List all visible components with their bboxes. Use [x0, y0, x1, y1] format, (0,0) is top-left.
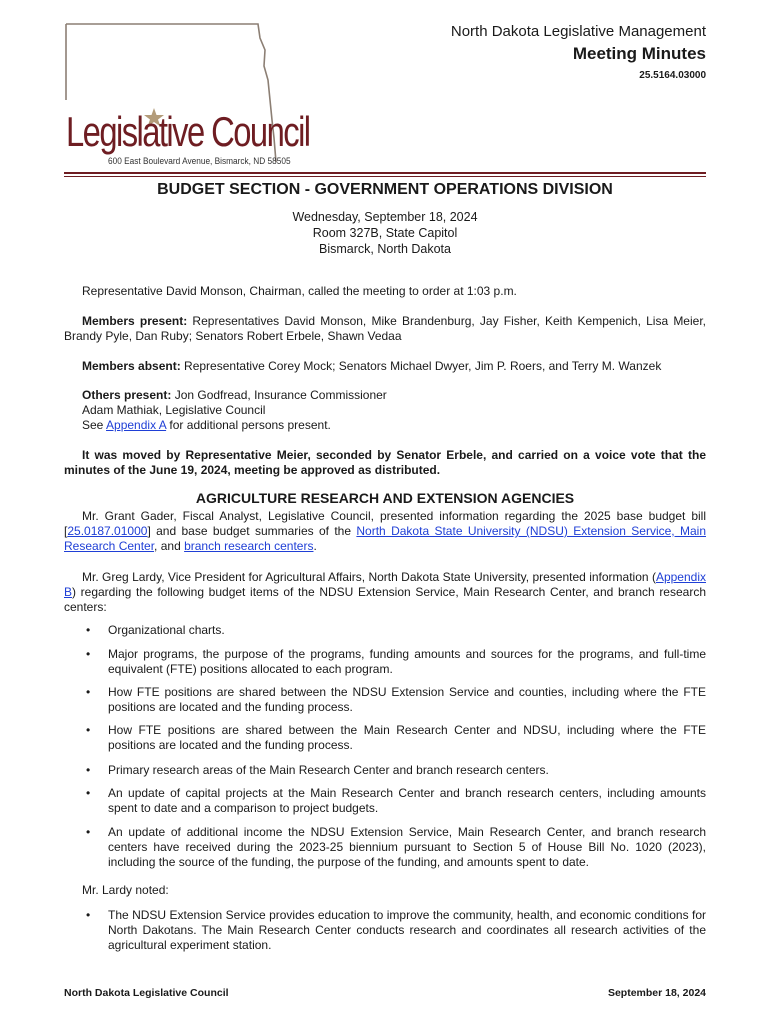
- gader-text-4: .: [313, 539, 317, 553]
- members-present-text: Representatives David Monson, Mike Brandenburg, Jay Fisher, Keith Kempenich, Lisa Meier, Brandy Pyle, Dan Ruby; Senators Robert Erbele, Shawn Vedaa: [64, 314, 706, 343]
- branch-research-link[interactable]: branch research centers: [184, 539, 314, 553]
- lardy-noted: Mr. Lardy noted:: [82, 883, 169, 897]
- footer-date: September 18, 2024: [607, 987, 706, 999]
- appendix-b-link[interactable]: Appendix B: [64, 570, 706, 599]
- budget-bill-link[interactable]: 25.0187.01000: [67, 524, 148, 538]
- list-item: How FTE positions are shared between the Main Research Center and NDSU, including where the FTE positions are located and the funding process.: [108, 723, 706, 752]
- gader-text-2: ] and base budget summaries of the: [147, 524, 357, 538]
- see-text: See: [82, 418, 107, 432]
- list-item: How FTE positions are shared between the NDSU Extension Service and counties, including where the FTE positions are located and the funding process.: [108, 685, 706, 714]
- list-item: Primary research areas of the Main Research Center and branch research centers.: [108, 763, 549, 777]
- meeting-date: Wednesday, September 18, 2024: [292, 210, 478, 224]
- bullet: •: [86, 786, 91, 800]
- others-present-label: Others present:: [82, 388, 172, 402]
- bullet: •: [86, 723, 91, 737]
- gader-paragraph: [64, 509, 706, 554]
- motion-text: It was moved by Representative Meier, seconded by Senator Erbele, and carried on a voice vote that the minutes of the June 19, 2024, meeting be approved as distributed.: [64, 448, 706, 477]
- bullet: •: [86, 825, 91, 839]
- header-rule: [64, 172, 706, 174]
- header-org: North Dakota Legislative Management: [450, 23, 706, 40]
- members-present: [64, 314, 706, 344]
- members-absent: [64, 359, 706, 374]
- list-item: Major programs, the purpose of the programs, funding amounts and sources for the programs, and full-time equivalent (FTE) positions allocated to each program.: [108, 647, 706, 676]
- bullet: •: [86, 763, 91, 777]
- bullet: •: [86, 623, 91, 637]
- members-absent-text: Representative Corey Mock; Senators Michael Dwyer, Jim P. Roers, and Terry M. Wanzek: [180, 359, 662, 373]
- list-item: An update of capital projects at the Main Research Center and branch research centers, including amounts spent to date and a comparison to project budgets.: [108, 786, 706, 815]
- header-rule-thin: [64, 176, 706, 177]
- document-title: BUDGET SECTION - GOVERNMENT OPERATIONS DIVISION: [157, 181, 613, 198]
- section-heading: AGRICULTURE RESEARCH AND EXTENSION AGENCIES: [195, 490, 575, 506]
- list-item: An update of additional income the NDSU Extension Service, Main Research Center, and branch research centers have received during the 2023-25 biennium pursuant to Section 5 of House Bill No. 1020 (2023), including the source of the funding, the purpose of the funding, and amounts spent to date.: [108, 825, 706, 869]
- list-item: The NDSU Extension Service provides education to improve the community, health, and economic conditions for North Dakotans. The Main Research Center conducts research and coordinates all research activities of the agricultural experiment station.: [108, 908, 706, 952]
- additional-persons-text: for additional persons present.: [166, 418, 331, 432]
- appendix-a-link[interactable]: Appendix A: [106, 418, 167, 432]
- call-to-order: Representative David Monson, Chairman, called the meeting to order at 1:03 p.m.: [82, 284, 517, 298]
- bullet: •: [86, 908, 91, 922]
- members-absent-label: Members absent:: [82, 359, 181, 373]
- list-item: Organizational charts.: [108, 623, 225, 637]
- header-doc-number: 25.5164.03000: [639, 70, 706, 81]
- bullet: •: [86, 685, 91, 699]
- logo-address: 600 East Boulevard Avenue, Bismarck, ND 58505: [108, 156, 291, 166]
- gader-text-1: Mr. Grant Gader, Fiscal Analyst, Legislative Council, presented information regarding the 2025 base budget bill [: [64, 509, 706, 538]
- header-doc-type: Meeting Minutes: [572, 44, 706, 63]
- meeting-room: Room 327B, State Capitol: [312, 226, 458, 240]
- footer-org: North Dakota Legislative Council: [64, 987, 229, 999]
- lardy-text-2: ) regarding the following budget items of the NDSU Extension Service, Main Research Center, and branch research centers:: [64, 585, 706, 614]
- others-present-line1: Jon Godfread, Insurance Commissioner: [171, 388, 387, 402]
- bullet: •: [86, 647, 91, 661]
- meeting-city: Bismarck, North Dakota: [319, 242, 451, 256]
- logo-name: Legislative Council: [66, 108, 310, 155]
- gader-text-3: , and: [154, 539, 185, 553]
- others-present: [64, 388, 706, 403]
- others-present-line3: [64, 418, 706, 433]
- lardy-text-1: Mr. Greg Lardy, Vice President for Agricultural Affairs, North Dakota State University, presented information (: [82, 570, 656, 584]
- others-present-line2: Adam Mathiak, Legislative Council: [82, 403, 266, 417]
- lardy-paragraph: [64, 570, 706, 615]
- ndsu-extension-link[interactable]: North Dakota State University (NDSU) Extension Service, Main Research Center: [64, 524, 706, 553]
- members-present-label: Members present:: [82, 314, 188, 328]
